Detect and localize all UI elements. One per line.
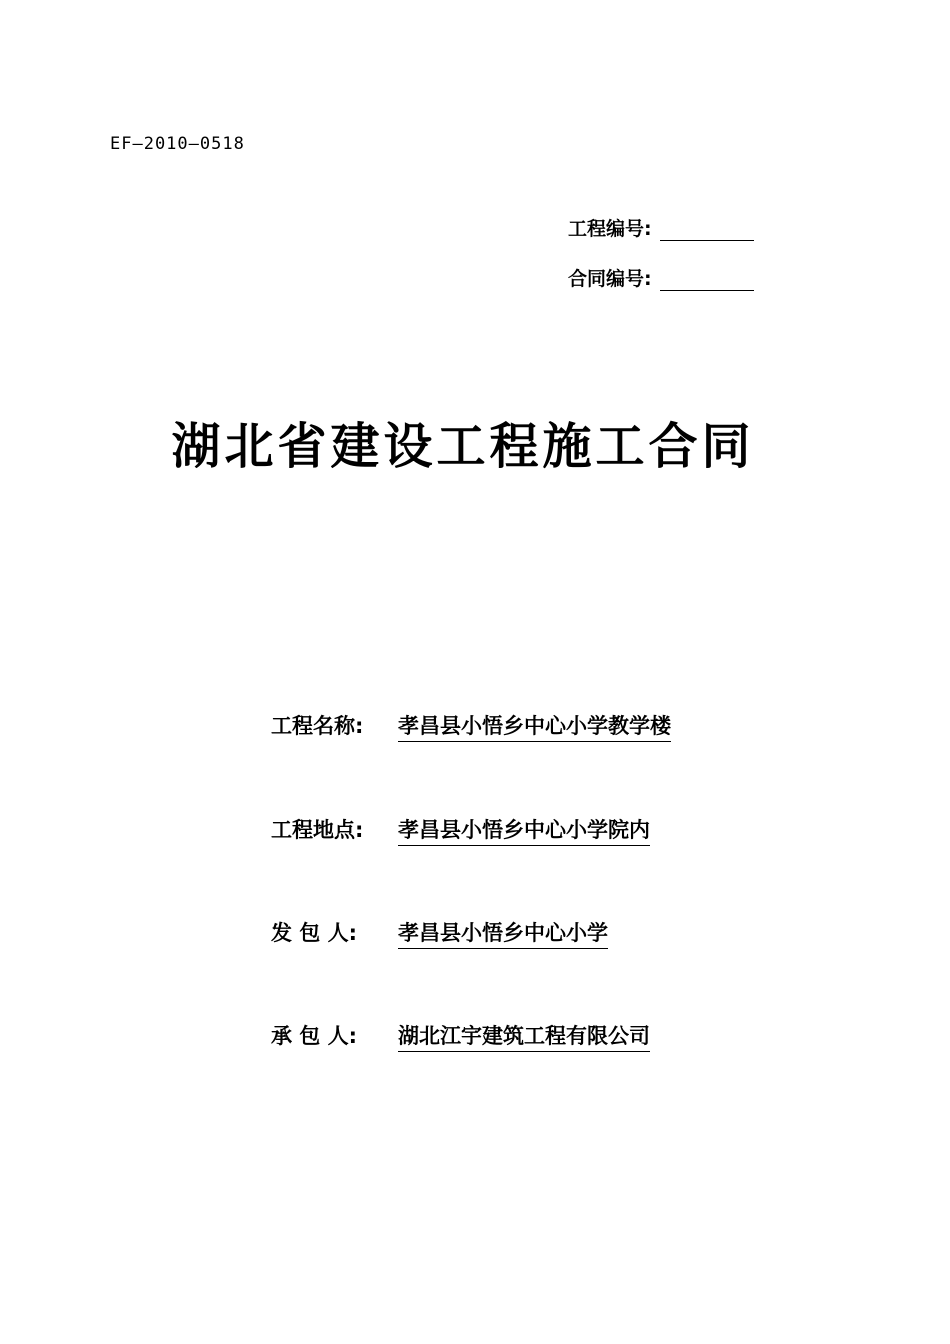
contractor-label: 承 包 人: (271, 1024, 358, 1048)
project-location-label: 工程地点: (271, 818, 364, 842)
project-name-row (271, 710, 671, 742)
document-code: EF—2010—0518 (110, 134, 245, 154)
employer-label: 发 包 人: (271, 921, 358, 945)
contract-number-blank (660, 270, 754, 291)
project-name-label: 工程名称: (271, 714, 364, 738)
project-number-blank (660, 220, 754, 241)
employer-row (271, 917, 608, 949)
project-number-row (568, 214, 788, 242)
project-number-label: 工程编号: (568, 218, 652, 240)
project-name-value: 孝昌县小悟乡中心小学教学楼 (398, 710, 671, 742)
contractor-row (271, 1020, 650, 1052)
contract-number-row (568, 264, 788, 292)
contractor-value: 湖北江宇建筑工程有限公司 (398, 1020, 650, 1052)
project-location-row (271, 814, 650, 846)
project-location-value: 孝昌县小悟乡中心小学院内 (398, 814, 650, 846)
contract-number-label: 合同编号: (568, 268, 652, 290)
employer-value: 孝昌县小悟乡中心小学 (398, 917, 608, 949)
document-title: 湖北省建设工程施工合同 (171, 417, 755, 475)
